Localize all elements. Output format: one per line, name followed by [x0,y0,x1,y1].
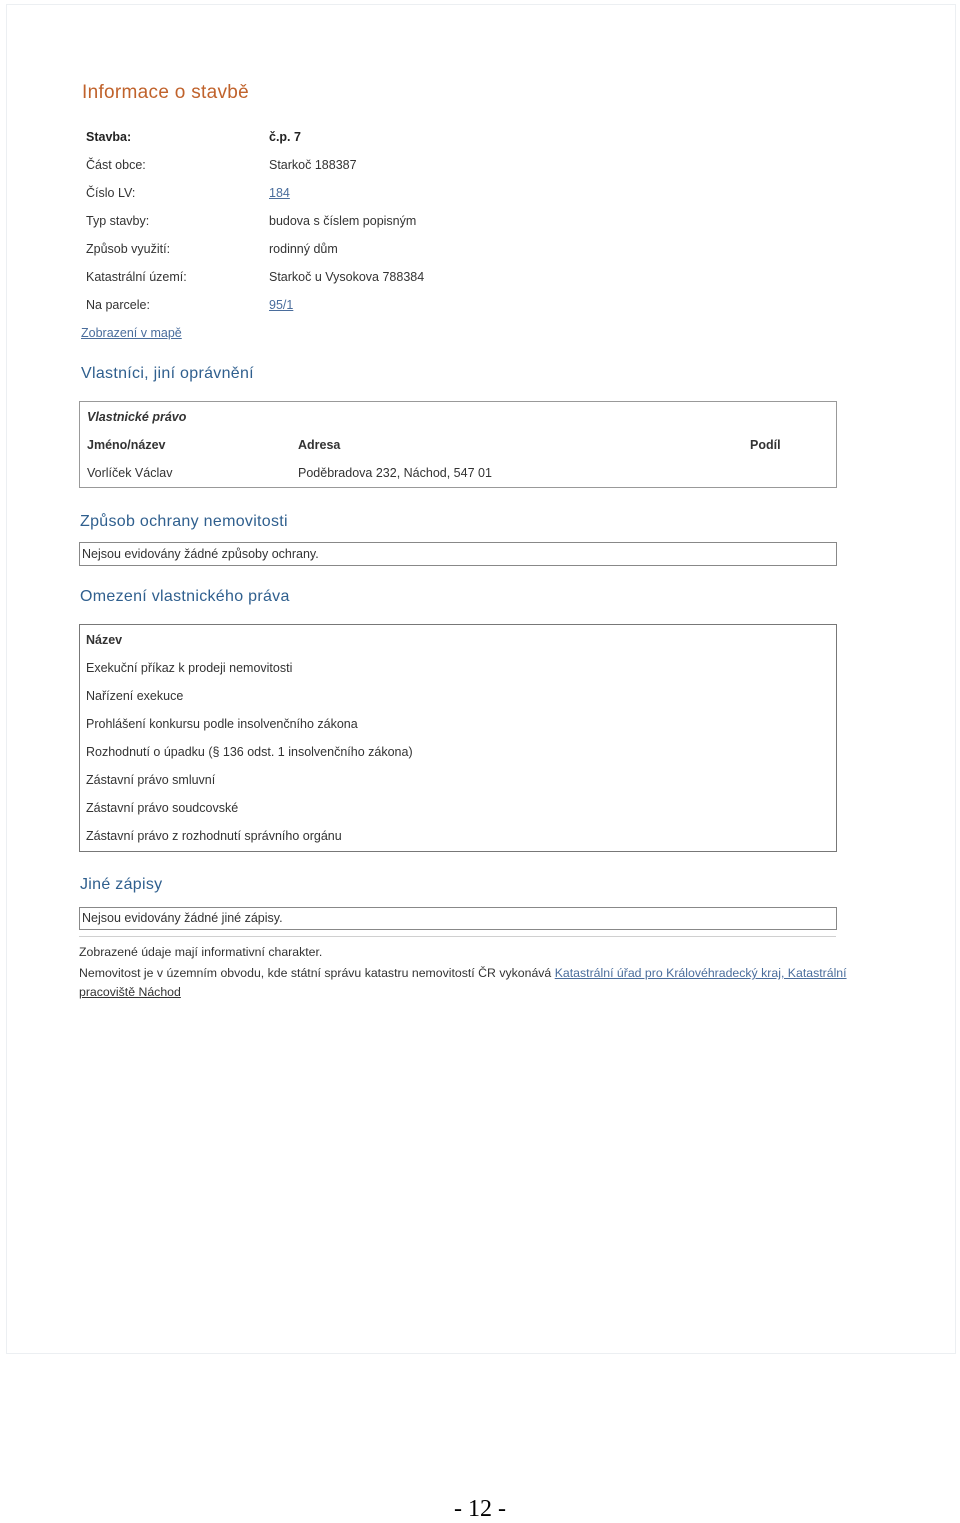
restriction-item: Rozhodnutí o úpadku (§ 136 odst. 1 insolvenčního zákona) [86,745,413,759]
protection-text: Nejsou evidovány žádné způsoby ochrany. [82,547,319,561]
owner-name: Vorlíček Václav [87,466,173,480]
map-link[interactable]: Zobrazení v mapě [81,326,182,340]
restriction-item: Zástavní právo smluvní [86,773,216,787]
attr-label: Na parcele: [86,298,150,312]
attr-value: č.p. 7 [269,130,301,144]
owners-table [79,401,837,488]
attr-label: Část obce: [86,158,146,172]
office-note-text: Nemovitost je v územním obvodu, kde státní správu katastru nemovitostí ČR vykonává [79,966,552,980]
col-header-address: Adresa [298,438,341,452]
attr-label: Katastrální území: [86,270,187,284]
attr-value: Starkoč u Vysokova 788384 [269,270,425,284]
info-note: Zobrazené údaje mají informativní charakter. [79,945,323,959]
page-number: - 12 - [454,1496,506,1522]
owners-box-title: Vlastnické právo [87,410,187,424]
col-header-title: Název [86,633,123,647]
office-link[interactable]: Katastrální úřad pro Královéhradecký kraj, Katastrální [554,966,847,980]
other-text: Nejsou evidovány žádné jiné zápisy. [82,911,283,925]
owners-heading: Vlastníci, jiní oprávnění [81,365,254,382]
col-header-share: Podíl [750,438,781,452]
restriction-item: Nařízení exekuce [86,689,184,703]
owner-address: Poděbradova 232, Náchod, 547 01 [298,466,492,480]
parcel-link[interactable]: 95/1 [269,298,294,312]
restriction-item: Prohlášení konkursu podle insolvenčního zákona [86,717,358,731]
col-header-name: Jméno/název [87,438,166,452]
page-title: Informace o stavbě [82,82,249,103]
protection-box [79,542,837,566]
attr-label: Stavba: [86,130,132,144]
restrictions-heading: Omezení vlastnického práva [80,588,290,605]
restriction-item: Exekuční příkaz k prodeji nemovitosti [86,661,293,675]
attr-value: budova s číslem popisným [269,214,417,228]
restrictions-table [79,624,837,852]
office-note [79,966,847,980]
other-heading: Jiné zápisy [80,876,163,893]
restriction-item: Zástavní právo soudcovské [86,801,239,815]
other-box [79,907,837,930]
office-link-continued[interactable]: pracoviště Náchod [79,985,181,999]
attr-value: rodinný dům [269,242,338,256]
divider [79,936,836,937]
attr-label: Číslo LV: [86,186,136,200]
lv-number-link[interactable]: 184 [269,186,290,200]
attr-value: Starkoč 188387 [269,158,357,172]
protection-heading: Způsob ochrany nemovitosti [80,513,288,530]
attr-label: Způsob využití: [86,242,171,256]
attr-label: Typ stavby: [86,214,150,228]
restriction-item: Zástavní právo z rozhodnutí správního orgánu [86,829,342,843]
